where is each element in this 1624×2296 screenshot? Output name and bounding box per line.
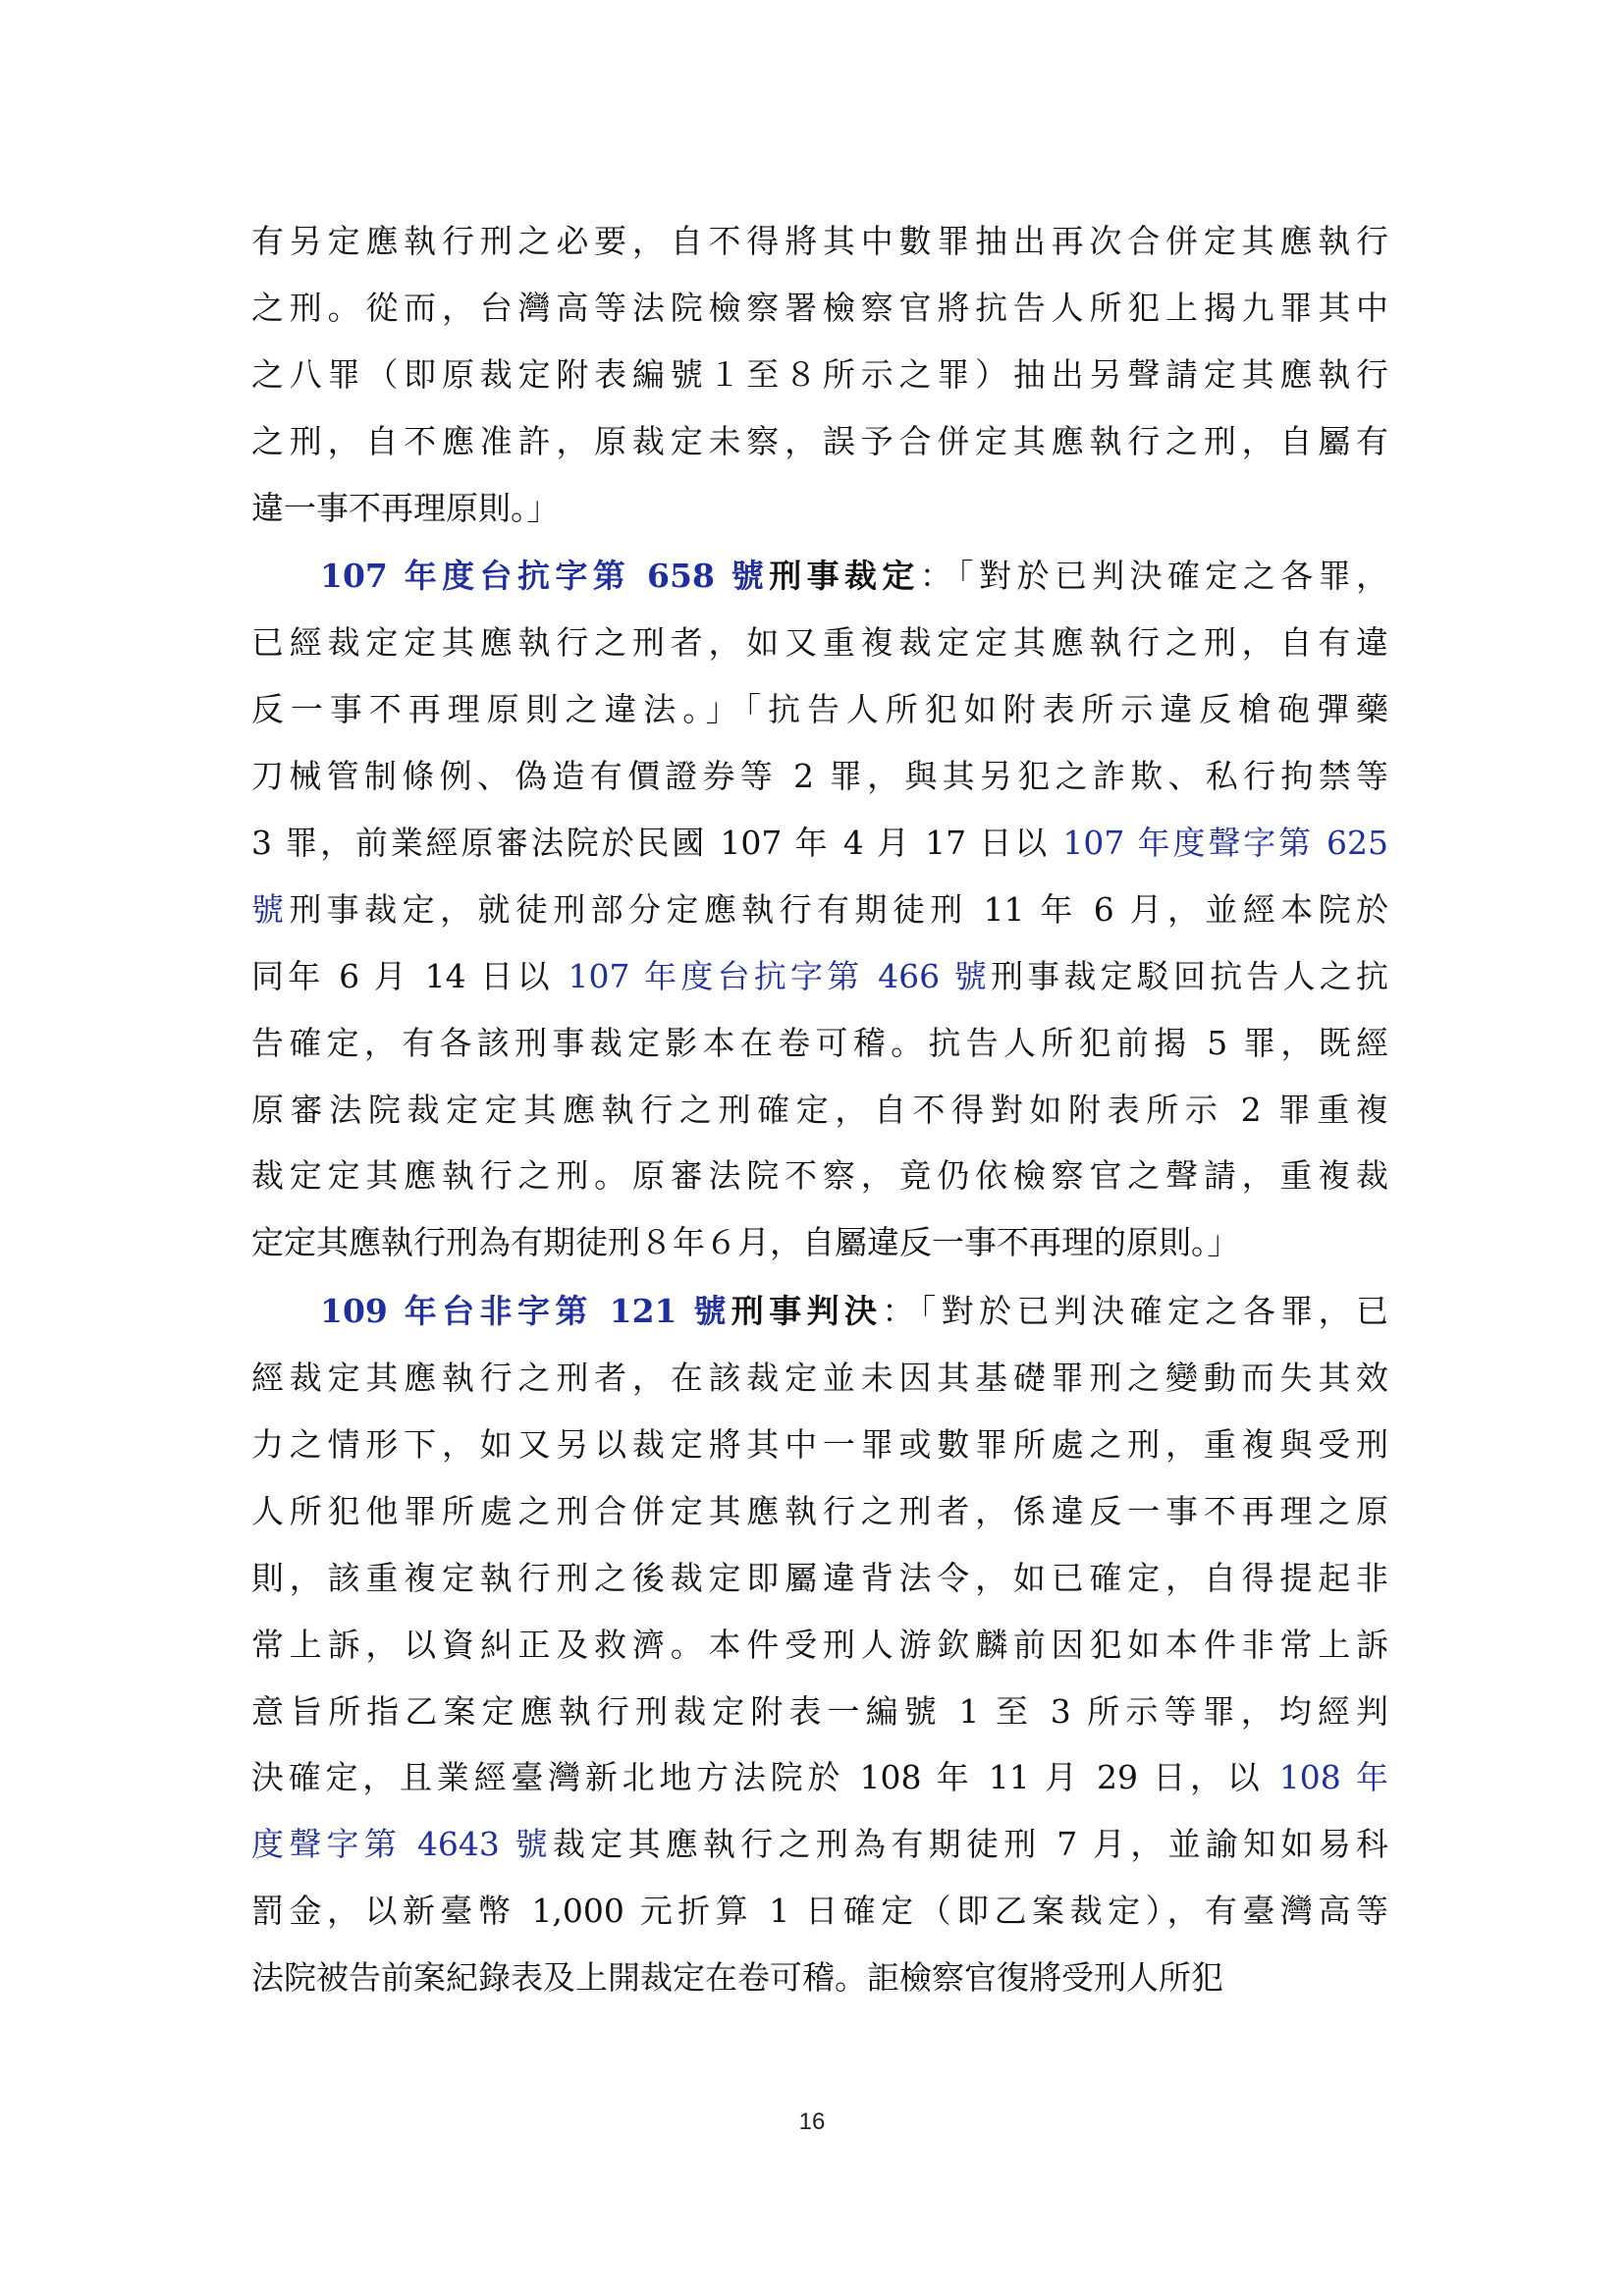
text-segment: 同年 6 月 14 日以 bbox=[251, 956, 568, 995]
text-line bbox=[251, 1143, 1388, 1209]
text-segment: 刑事裁定，就徒刑部分定應執行有期徒刑 11 年 6 月，並經本院於 bbox=[289, 889, 1388, 929]
text-segment: 意旨所指乙案定應執行刑裁定附表一編號 1 至 3 所示等罪，均經判 bbox=[251, 1691, 1388, 1731]
text-segment: 刑事裁定駁回抗告人之抗 bbox=[990, 956, 1389, 995]
text-segment: 常上訴，以資糾正及救濟。本件受刑人游欽麟前因犯如本件非常上訴 bbox=[251, 1625, 1388, 1664]
text-line bbox=[251, 275, 1388, 342]
text-segment: 3 罪，前業經原審法院於民國 107 年 4 月 17 日以 bbox=[251, 824, 1063, 863]
text-line bbox=[251, 1811, 1388, 1878]
text-segment: 已經裁定定其應執行之刑者，如又重複裁定定其應執行之刑，自有違 bbox=[251, 623, 1388, 663]
text-segment: 決確定，且業經臺灣新北地方法院於 108 年 11 月 29 日，以 bbox=[251, 1758, 1279, 1797]
text-segment: ：「對於已判決確定之各罪， bbox=[919, 557, 1388, 596]
text-segment: 罰金，以新臺幣 1,000 元折算 1 日確定（即乙案裁定），有臺灣高等 bbox=[251, 1892, 1388, 1931]
text-segment: 力之情形下，如又另以裁定將其中一罪或數罪所處之刑，重複與受刑 bbox=[251, 1425, 1388, 1465]
text-line bbox=[251, 810, 1388, 877]
text-segment: 之刑，自不應准許，原裁定未察，誤予合併定其應執行之刑，自屬有 bbox=[251, 421, 1388, 460]
text-segment: 法院被告前案紀錄表及上開裁定在卷可稽。詎檢察官復將受刑人所犯 bbox=[251, 1958, 1223, 1998]
text-segment: 反一事不再理原則之違法。」「抗告人所犯如附表所示違反槍砲彈藥 bbox=[251, 690, 1388, 729]
text-line bbox=[251, 1077, 1388, 1144]
text-line bbox=[251, 1878, 1388, 1945]
text-line bbox=[251, 1478, 1388, 1545]
text-line bbox=[251, 1278, 1388, 1345]
page-number: 16 bbox=[798, 2109, 826, 2135]
text-line bbox=[251, 1345, 1388, 1412]
text-segment: 之刑。從而，台灣高等法院檢察署檢察官將抗告人所犯上揭九罪其中 bbox=[251, 288, 1388, 327]
text-line bbox=[251, 1744, 1388, 1811]
text-segment: ：「對於已判決確定之各罪，已 bbox=[882, 1292, 1389, 1331]
case-citation-link[interactable]: 度聲字第 4643 號 bbox=[251, 1825, 553, 1864]
text-line bbox=[251, 743, 1388, 810]
text-segment: 裁定定其應執行之刑。原審法院不察，竟仍依檢察官之聲請，重複裁 bbox=[251, 1156, 1388, 1196]
text-segment: 有另定應執行刑之必要，自不得將其中數罪抽出再次合併定其應執行 bbox=[251, 222, 1388, 260]
case-citation-heading: 109 年台非字第 121 號 bbox=[320, 1292, 731, 1331]
text-segment: 則，該重複定執行刑之後裁定即屬違背法令，如已確定，自得提起非 bbox=[251, 1558, 1388, 1597]
text-segment: 人所犯他罪所處之刑合併定其應執行之刑者，係違反一事不再理之原 bbox=[251, 1491, 1388, 1530]
text-line bbox=[251, 543, 1388, 610]
case-citation-heading: 107 年度台抗字第 658 號 bbox=[320, 557, 770, 596]
citation-type: 刑事判決 bbox=[731, 1292, 883, 1331]
text-line bbox=[251, 1010, 1388, 1077]
text-line bbox=[251, 1945, 1388, 2011]
text-segment: 經裁定其應執行之刑者，在該裁定並未因其基礎罪刑之變動而失其效 bbox=[251, 1359, 1388, 1398]
text-line bbox=[251, 1679, 1388, 1745]
text-line bbox=[251, 877, 1388, 943]
text-segment: 定定其應執行刑為有期徒刑８年６月，自屬違反一事不再理的原則。」 bbox=[251, 1223, 1240, 1262]
text-segment: 告確定，有各該刑事裁定影本在卷可稽。抗告人所犯前揭 5 罪，既經 bbox=[251, 1023, 1388, 1062]
paragraph bbox=[251, 1278, 1388, 2011]
text-segment: 違一事不再理原則。」 bbox=[251, 488, 560, 527]
text-line bbox=[251, 610, 1388, 676]
citation-type: 刑事裁定 bbox=[769, 557, 920, 596]
text-line bbox=[251, 676, 1388, 743]
text-line bbox=[251, 342, 1388, 408]
text-segment: 裁定其應執行之刑為有期徒刑 7 月，並諭知如易科 bbox=[552, 1825, 1388, 1864]
text-line bbox=[251, 1612, 1388, 1679]
text-segment: 原審法院裁定定其應執行之刑確定，自不得對如附表所示 2 罪重複 bbox=[251, 1090, 1388, 1129]
case-citation-link[interactable]: 107 年度聲字第 625 bbox=[1062, 824, 1389, 863]
text-line bbox=[251, 1412, 1388, 1478]
paragraph bbox=[251, 543, 1388, 1276]
paragraph bbox=[251, 208, 1388, 541]
text-line bbox=[251, 1545, 1388, 1612]
text-segment: 刀械管制條例、偽造有價證券等 2 罪，與其另犯之詐欺、私行拘禁等 bbox=[251, 757, 1388, 796]
case-citation-link[interactable]: 107 年度台抗字第 466 號 bbox=[568, 956, 991, 995]
text-segment: 之八罪（即原裁定附表編號１至８所示之罪）抽出另聲請定其應執行 bbox=[251, 354, 1388, 394]
text-line bbox=[251, 408, 1388, 475]
case-citation-link[interactable]: 108 年 bbox=[1278, 1758, 1388, 1797]
text-line bbox=[251, 475, 1388, 542]
case-citation-link[interactable]: 號 bbox=[251, 889, 290, 929]
text-line bbox=[251, 208, 1388, 275]
text-line bbox=[251, 943, 1388, 1010]
document-body bbox=[251, 208, 1388, 2011]
text-line bbox=[251, 1209, 1388, 1276]
